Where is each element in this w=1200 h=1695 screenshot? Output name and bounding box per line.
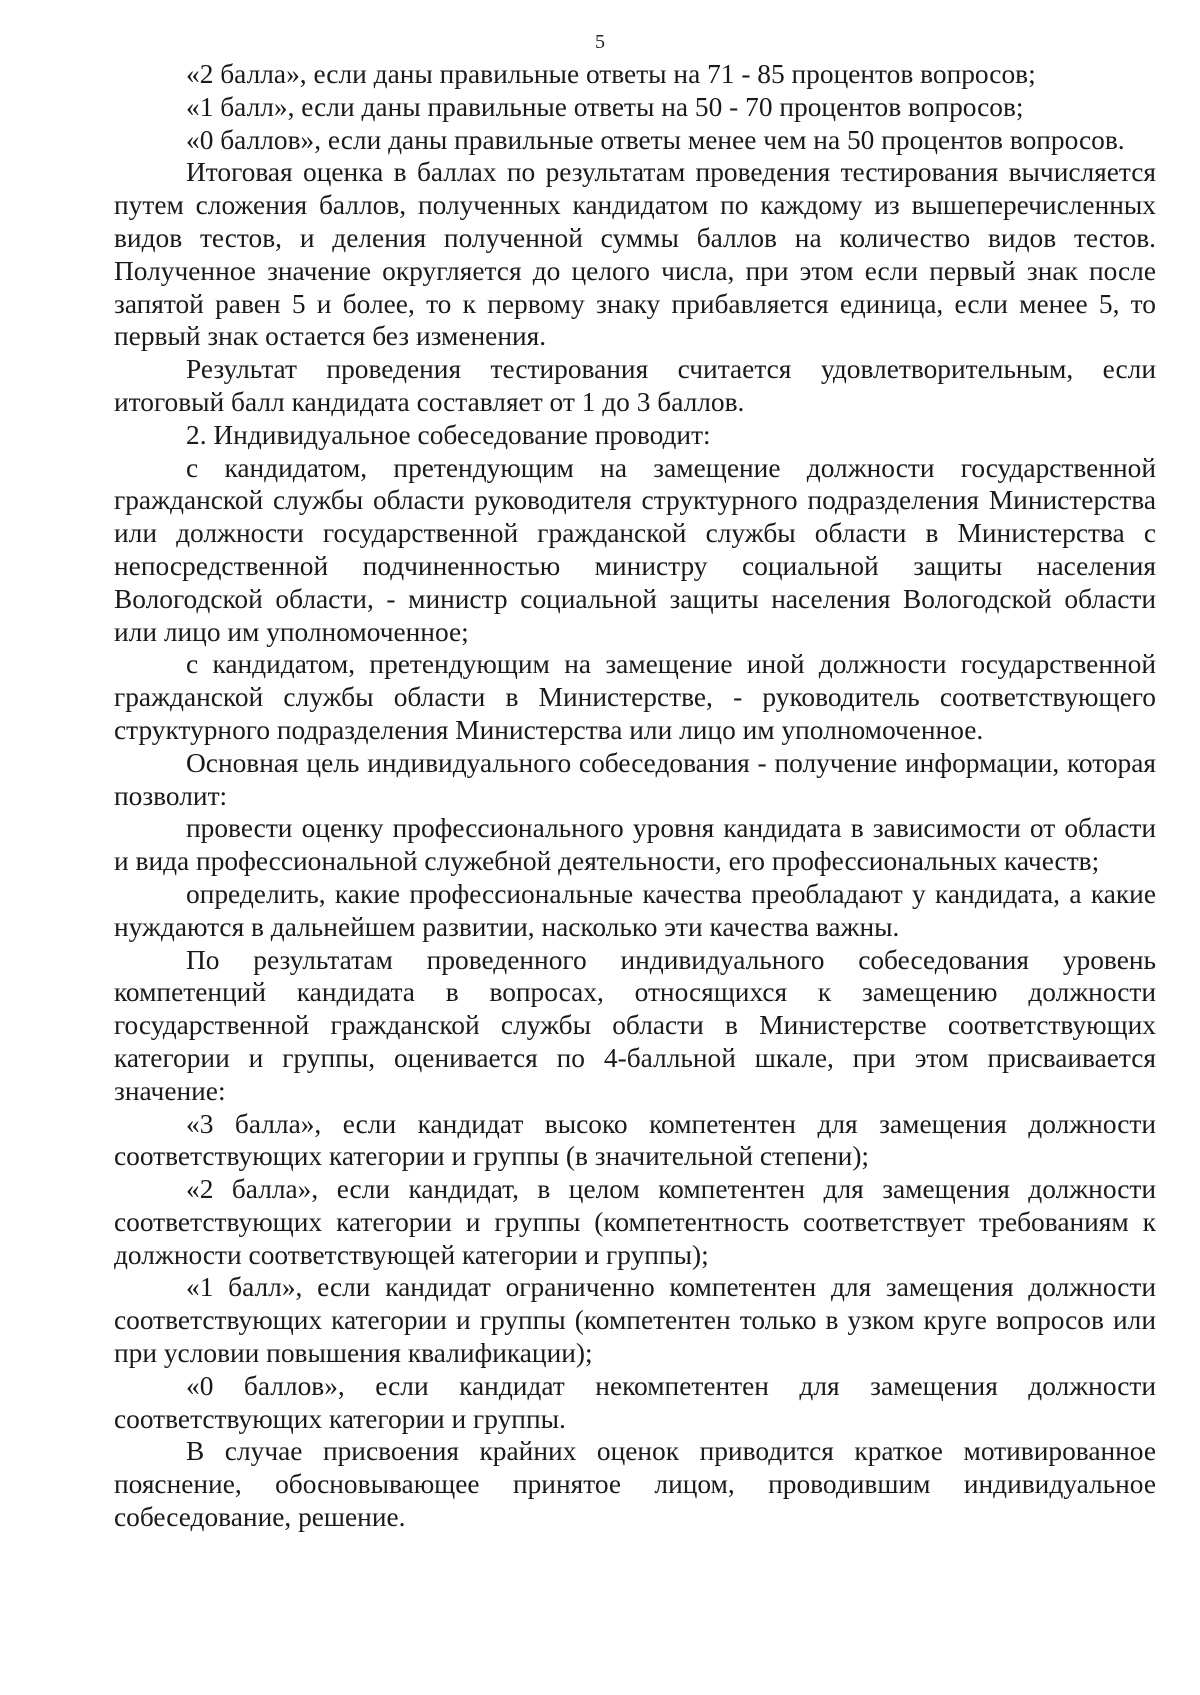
paragraph-interview-head: с кандидатом, претендующим на замещение иной должности государственной гражданской службы области в Министерстве, - руководитель соответствующего структурного подразделения Министерства или лицо им уполномоченное. [114, 649, 1156, 745]
paragraph-score-2: «2 балла», если даны правильные ответы на 71 - 85 процентов вопросов; [186, 59, 1036, 89]
paragraph-interview-score-3: «3 балла», если кандидат высоко компетентен для замещения должности соответствующих категории и группы (в значительной степени); [114, 1108, 1156, 1172]
paragraph-goal-assess: провести оценку профессионального уровня кандидата в зависимости от области и вида профессиональной служебной деятельности, его профессиональных качеств; [114, 813, 1156, 877]
paragraph-interview-score-1: «1 балл», если кандидат ограниченно компетентен для замещения должности соответствующих категории и группы (компетентен только в узком круге вопросов или при условии повышения квалификации); [114, 1272, 1156, 1369]
paragraph-interview-minister: с кандидатом, претендующим на замещение должности государственной гражданской службы области руководителя структурного подразделения Министерства или должности государственной гражданской службы области в Министерства с непосредственной подчиненностью министру социальной защиты населения Вологодской области, - министр социальной защиты населения Вологодской области или лицо им уполномоченное; [114, 452, 1156, 647]
paragraph-extreme-scores: В случае присвоения крайних оценок приводится краткое мотивированное пояснение, обосновывающее принятое лицом, проводившим индивидуальное собеседование, решение. [114, 1436, 1156, 1533]
paragraph-score-1: «1 балл», если даны правильные ответы на 50 - 70 процентов вопросов; [186, 91, 1024, 122]
paragraph-final-score: Итоговая оценка в баллах по результатам проведения тестирования вычисляется путем сложения баллов, полученных кандидатом по каждому из вышеперечисленных видов тестов, и деления полученной суммы баллов на количество видов тестов. Полученное значение округляется до целого числа, при этом если первый знак после запятой равен 5 и более, то к первому знаку прибавляется единица, если менее 5, то первый знак остается без изменения. [114, 157, 1156, 352]
page-number: 5 [595, 31, 605, 53]
paragraph-interview-score-0: «0 баллов», если кандидат некомпетентен для замещения должности соответствующих категории и группы. [114, 1370, 1156, 1434]
paragraph-score-0: «0 баллов», если даны правильные ответы менее чем на 50 процентов вопросов. [186, 124, 1125, 155]
paragraph-goal-determine: определить, какие профессиональные качества преобладают у кандидата, а какие нуждаются в дальнейшем развитии, насколько эти качества важны. [114, 878, 1156, 942]
paragraph-test-result: Результат проведения тестирования считается удовлетворительным, если итоговый балл кандидата составляет от 1 до 3 баллов. [114, 354, 1156, 417]
paragraph-interview-scale: По результатам проведенного индивидуального собеседования уровень компетенций кандидата в вопросах, относящихся к замещению должности государственной гражданской службы области в Министерстве соответствующих категории и группы, оценивается по 4-балльной шкале, при этом присваивается значение: [114, 944, 1156, 1106]
paragraph-interview-score-2: «2 балла», если кандидат, в целом компетентен для замещения должности соответствующих категории и группы (компетентность соответствует требованиям к должности соответствующей категории и группы); [114, 1174, 1156, 1270]
document-body [114, 58, 1156, 1534]
paragraph-interview-goal: Основная цель индивидуального собеседования - получение информации, которая позволит: [114, 747, 1156, 811]
paragraph-interview-heading: 2. Индивидуальное собеседование проводит: [186, 419, 711, 450]
